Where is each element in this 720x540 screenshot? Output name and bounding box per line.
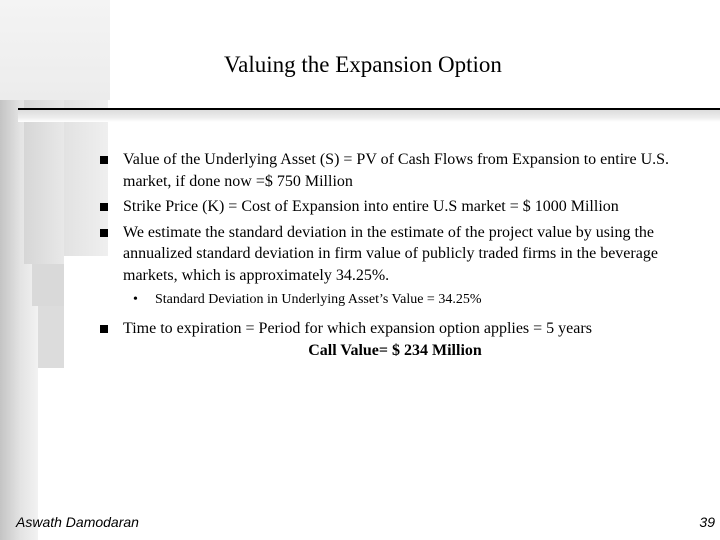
square-bullet-icon bbox=[100, 203, 108, 211]
slide-title: Valuing the Expansion Option bbox=[224, 52, 502, 77]
call-value: Call Value= $ 234 Million bbox=[308, 342, 482, 359]
square-bullet-icon bbox=[100, 325, 108, 333]
title-underline-shadow bbox=[18, 108, 720, 122]
decorative-bar bbox=[32, 264, 64, 306]
title-underline bbox=[18, 108, 720, 110]
square-bullet-icon bbox=[100, 229, 108, 237]
bullet-item bbox=[98, 222, 698, 287]
decorative-top-block bbox=[0, 0, 110, 100]
sub-bullet-item bbox=[98, 291, 698, 309]
sub-bullet-text: Standard Deviation in Underlying Asset’s Value = 34.25% bbox=[155, 291, 482, 307]
page-number: 39 bbox=[699, 514, 715, 530]
square-bullet-icon bbox=[100, 156, 108, 164]
slide-body bbox=[98, 149, 698, 343]
footer-author: Aswath Damodaran bbox=[16, 514, 139, 530]
decorative-bar bbox=[24, 100, 64, 264]
bullet-text: Time to expiration = Period for which expansion option applies = 5 years bbox=[123, 319, 592, 337]
bullet-text: We estimate the standard deviation in the estimate of the project value by using the annualized standard deviation in firm value of publicly traded firms in the beverage markets, which is approximately 34.25%. bbox=[123, 223, 658, 284]
bullet-text: Strike Price (K) = Cost of Expansion into entire U.S market = $ 1000 Million bbox=[123, 198, 619, 216]
dot-bullet-icon: • bbox=[133, 291, 138, 307]
bullet-item bbox=[98, 318, 698, 340]
bullet-text: Value of the Underlying Asset (S) = PV of Cash Flows from Expansion to entire U.S. market, if done now =$ 750 Million bbox=[123, 151, 670, 190]
bullet-item bbox=[98, 196, 698, 218]
bullet-item bbox=[98, 149, 698, 192]
